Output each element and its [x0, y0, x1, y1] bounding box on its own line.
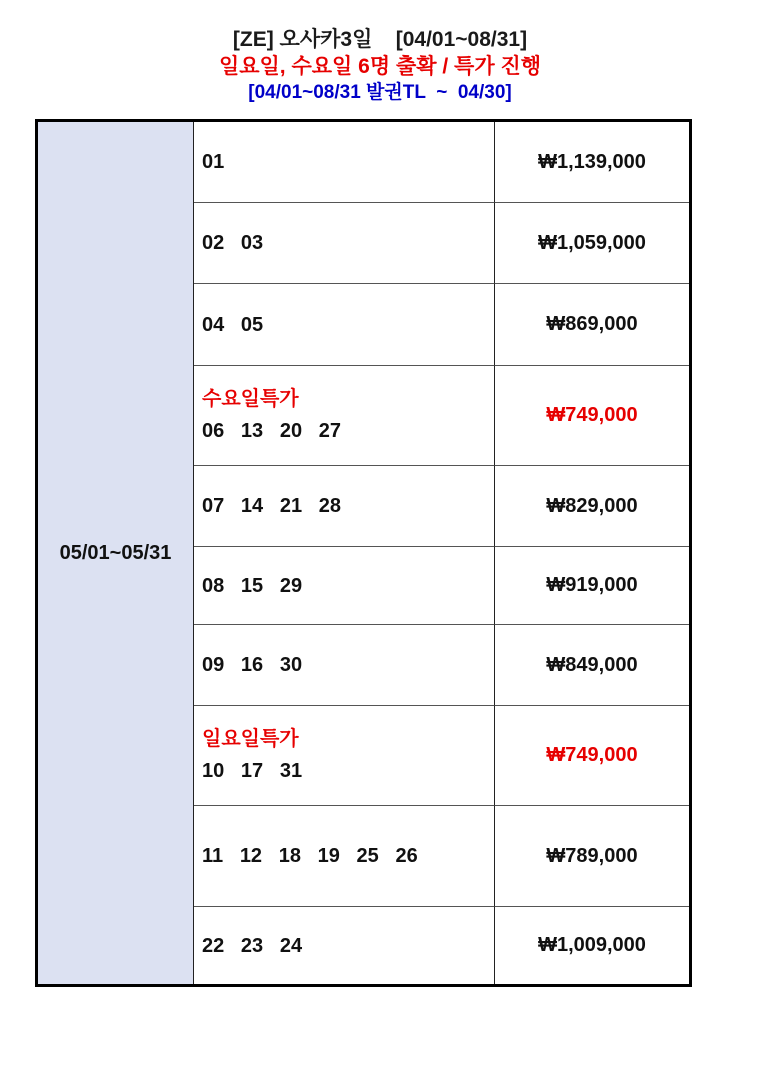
departure-dates: 11 12 18 19 25 26 [202, 845, 418, 867]
departure-dates-cell [194, 202, 495, 283]
price-value: ₩829,000 [546, 494, 638, 517]
departure-dates-cell [194, 465, 495, 546]
price-cell [495, 546, 689, 624]
departure-dates-cell [194, 805, 495, 906]
price-value: ₩1,139,000 [538, 150, 646, 173]
price-cell [495, 705, 689, 805]
departure-dates: 08 15 29 [202, 574, 303, 597]
departure-dates-cell [194, 624, 495, 705]
price-value: ₩919,000 [546, 574, 638, 596]
price-cell [495, 122, 689, 202]
price-value: ₩749,000 [546, 404, 638, 426]
price-cell [495, 465, 689, 546]
departure-dates: 22 23 24 [202, 934, 303, 957]
departure-dates: 04 05 [202, 313, 264, 336]
price-value: ₩1,009,000 [538, 934, 646, 956]
price-cell [495, 202, 689, 283]
price-cell [495, 365, 689, 465]
header [0, 0, 760, 105]
departure-dates-cell [194, 705, 495, 805]
departure-dates-cell [194, 365, 495, 465]
departure-dates: 07 14 21 28 [202, 495, 341, 517]
price-value: ₩1,059,000 [538, 231, 646, 254]
price-table [35, 119, 692, 987]
period-cell: 05/01~05/31 [38, 122, 194, 984]
departure-dates-cell [194, 283, 495, 365]
special-offer-label: 수요일특가 [202, 388, 299, 410]
page-title: [ZE] 오사카3일 [04/01~08/31] [232, 28, 528, 51]
departure-dates: 06 13 20 27 [202, 420, 341, 442]
price-cell [495, 906, 689, 984]
departure-dates: 10 17 31 [202, 760, 303, 782]
price-value: ₩789,000 [546, 844, 638, 867]
departure-dates: 09 16 30 [202, 654, 303, 676]
ticketing-deadline-note: [04/01~08/31 발권TL ~ 04/30] [248, 82, 512, 103]
price-value: ₩869,000 [546, 313, 638, 335]
departure-dates-cell [194, 906, 495, 984]
price-value: ₩749,000 [546, 744, 638, 766]
departure-special-note: 일요일, 수요일 6명 출확 / 특가 진행 [218, 55, 542, 78]
departure-dates-cell [194, 546, 495, 624]
departure-dates-cell [194, 122, 495, 202]
price-value: ₩849,000 [546, 653, 638, 676]
departure-dates: 01 [202, 151, 225, 173]
departure-dates: 02 03 [202, 232, 264, 254]
special-offer-label: 일요일특가 [202, 728, 299, 750]
price-cell [495, 283, 689, 365]
price-cell [495, 624, 689, 705]
price-cell [495, 805, 689, 906]
